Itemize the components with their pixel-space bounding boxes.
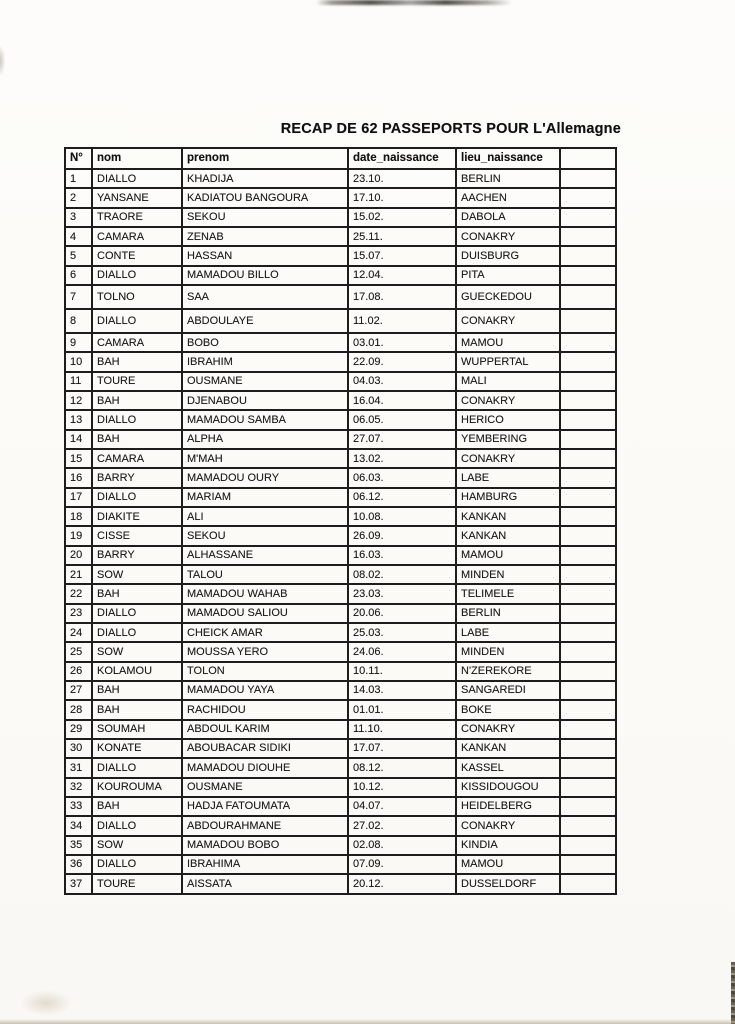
cell-prenom: MAMADOU BOBO [182, 836, 348, 855]
cell-date-naissance: 27.07. [348, 430, 456, 449]
cell-prenom: KADIATOU BANGOURA [182, 188, 348, 207]
cell-date-naissance: 10.08. [348, 507, 456, 526]
cell-nom: TOLNO [92, 285, 182, 309]
cell-prenom: ABDOULAYE [182, 309, 348, 333]
cell-prenom: MAMADOU DIOUHE [182, 758, 348, 777]
cell-nom: CAMARA [92, 227, 182, 246]
cell-prenom: MAMADOU WAHAB [182, 584, 348, 603]
cell-lieu-naissance: BOKE [456, 700, 560, 719]
header-lieu-naissance: lieu_naissance [456, 148, 560, 169]
cell-date-naissance: 01.01. [348, 700, 456, 719]
cell-extra [560, 623, 616, 642]
scan-mark-bottom-right [731, 962, 735, 1024]
cell-extra [560, 372, 616, 391]
cell-num: 8 [65, 309, 92, 333]
table-row [65, 266, 616, 285]
cell-extra [560, 758, 616, 777]
table-row [65, 778, 616, 797]
cell-date-naissance: 11.02. [348, 309, 456, 333]
cell-lieu-naissance: KANKAN [456, 739, 560, 758]
header-extra [560, 148, 616, 169]
table-row [65, 507, 616, 526]
cell-nom: DIALLO [92, 488, 182, 507]
table-row [65, 391, 616, 410]
cell-date-naissance: 17.08. [348, 285, 456, 309]
table-row [65, 758, 616, 777]
cell-nom: CAMARA [92, 333, 182, 352]
cell-nom: DIALLO [92, 855, 182, 874]
cell-lieu-naissance: BERLIN [456, 169, 560, 188]
cell-prenom: SAA [182, 285, 348, 309]
cell-date-naissance: 04.03. [348, 372, 456, 391]
table-row [65, 246, 616, 265]
cell-num: 10 [65, 352, 92, 371]
cell-num: 26 [65, 662, 92, 681]
cell-date-naissance: 08.12. [348, 758, 456, 777]
cell-lieu-naissance: DUSSELDORF [456, 874, 560, 894]
cell-date-naissance: 13.02. [348, 449, 456, 468]
cell-extra [560, 227, 616, 246]
cell-lieu-naissance: KINDIA [456, 836, 560, 855]
cell-date-naissance: 27.02. [348, 816, 456, 835]
cell-nom: DIALLO [92, 816, 182, 835]
cell-prenom: MAMADOU BILLO [182, 266, 348, 285]
cell-num: 7 [65, 285, 92, 309]
cell-prenom: ABDOUL KARIM [182, 720, 348, 739]
cell-nom: DIALLO [92, 604, 182, 623]
cell-nom: YANSANE [92, 188, 182, 207]
cell-nom: CISSE [92, 526, 182, 545]
cell-extra [560, 700, 616, 719]
cell-lieu-naissance: HEIDELBERG [456, 797, 560, 816]
cell-extra [560, 855, 616, 874]
cell-nom: TOURE [92, 874, 182, 894]
table-row [65, 739, 616, 758]
cell-prenom: SEKOU [182, 526, 348, 545]
cell-extra [560, 488, 616, 507]
table-row [65, 227, 616, 246]
cell-date-naissance: 23.03. [348, 584, 456, 603]
cell-date-naissance: 06.03. [348, 468, 456, 487]
cell-prenom: ALHASSANE [182, 546, 348, 565]
cell-num: 9 [65, 333, 92, 352]
cell-prenom: ALI [182, 507, 348, 526]
cell-date-naissance: 07.09. [348, 855, 456, 874]
cell-nom: TRAORE [92, 208, 182, 227]
cell-num: 19 [65, 526, 92, 545]
cell-lieu-naissance: TELIMELE [456, 584, 560, 603]
cell-date-naissance: 15.07. [348, 246, 456, 265]
table-row [65, 565, 616, 584]
cell-date-naissance: 26.09. [348, 526, 456, 545]
table-row [65, 449, 616, 468]
cell-extra [560, 430, 616, 449]
table-row [65, 169, 616, 188]
scan-smudge-bottom-left [20, 990, 72, 1016]
cell-nom: BAH [92, 681, 182, 700]
cell-extra [560, 352, 616, 371]
cell-lieu-naissance: MINDEN [456, 565, 560, 584]
table-row [65, 855, 616, 874]
cell-num: 21 [65, 565, 92, 584]
cell-extra [560, 681, 616, 700]
cell-num: 11 [65, 372, 92, 391]
cell-extra [560, 266, 616, 285]
cell-prenom: IBRAHIMA [182, 855, 348, 874]
cell-extra [560, 662, 616, 681]
cell-prenom: MARIAM [182, 488, 348, 507]
table-row [65, 309, 616, 333]
table-row [65, 352, 616, 371]
cell-date-naissance: 16.04. [348, 391, 456, 410]
cell-num: 23 [65, 604, 92, 623]
cell-extra [560, 391, 616, 410]
cell-lieu-naissance: WUPPERTAL [456, 352, 560, 371]
cell-lieu-naissance: LABE [456, 623, 560, 642]
cell-lieu-naissance: CONAKRY [456, 816, 560, 835]
cell-lieu-naissance: SANGAREDI [456, 681, 560, 700]
cell-date-naissance: 11.10. [348, 720, 456, 739]
scan-edge-bottom [0, 1019, 735, 1024]
cell-num: 37 [65, 874, 92, 894]
cell-prenom: MAMADOU OURY [182, 468, 348, 487]
cell-date-naissance: 03.01. [348, 333, 456, 352]
cell-nom: BARRY [92, 468, 182, 487]
cell-prenom: HADJA FATOUMATA [182, 797, 348, 816]
cell-prenom: KHADIJA [182, 169, 348, 188]
cell-num: 14 [65, 430, 92, 449]
cell-lieu-naissance: KASSEL [456, 758, 560, 777]
cell-lieu-naissance: MALI [456, 372, 560, 391]
table-row [65, 488, 616, 507]
cell-prenom: ALPHA [182, 430, 348, 449]
cell-extra [560, 169, 616, 188]
cell-date-naissance: 22.09. [348, 352, 456, 371]
cell-nom: BAH [92, 584, 182, 603]
cell-lieu-naissance: CONAKRY [456, 449, 560, 468]
cell-nom: SOW [92, 642, 182, 661]
cell-date-naissance: 06.05. [348, 410, 456, 429]
cell-prenom: TOLON [182, 662, 348, 681]
cell-date-naissance: 06.12. [348, 488, 456, 507]
cell-num: 31 [65, 758, 92, 777]
cell-extra [560, 816, 616, 835]
cell-nom: BAH [92, 700, 182, 719]
cell-extra [560, 526, 616, 545]
cell-lieu-naissance: BERLIN [456, 604, 560, 623]
cell-extra [560, 285, 616, 309]
header-row [65, 148, 616, 169]
cell-num: 35 [65, 836, 92, 855]
page-title: RECAP DE 62 PASSEPORTS POUR L'Allemagne [280, 121, 621, 137]
cell-num: 6 [65, 266, 92, 285]
cell-lieu-naissance: HAMBURG [456, 488, 560, 507]
cell-date-naissance: 20.06. [348, 604, 456, 623]
cell-num: 17 [65, 488, 92, 507]
cell-num: 34 [65, 816, 92, 835]
cell-nom: TOURE [92, 372, 182, 391]
cell-num: 27 [65, 681, 92, 700]
cell-prenom: TALOU [182, 565, 348, 584]
cell-lieu-naissance: MAMOU [456, 855, 560, 874]
cell-date-naissance: 24.06. [348, 642, 456, 661]
cell-num: 36 [65, 855, 92, 874]
cell-extra [560, 507, 616, 526]
table-row [65, 468, 616, 487]
cell-extra [560, 836, 616, 855]
table-row [65, 285, 616, 309]
cell-num: 16 [65, 468, 92, 487]
cell-num: 4 [65, 227, 92, 246]
cell-extra [560, 468, 616, 487]
table-row [65, 526, 616, 545]
cell-num: 15 [65, 449, 92, 468]
cell-nom: DIALLO [92, 266, 182, 285]
table-row [65, 874, 616, 894]
cell-num: 3 [65, 208, 92, 227]
cell-num: 1 [65, 169, 92, 188]
cell-nom: KOUROUMA [92, 778, 182, 797]
cell-nom: BAH [92, 430, 182, 449]
table-row [65, 642, 616, 661]
cell-prenom: ABDOURAHMANE [182, 816, 348, 835]
cell-lieu-naissance: PITA [456, 266, 560, 285]
cell-num: 29 [65, 720, 92, 739]
cell-extra [560, 584, 616, 603]
cell-date-naissance: 10.11. [348, 662, 456, 681]
table-row [65, 720, 616, 739]
table-row [65, 797, 616, 816]
cell-prenom: OUSMANE [182, 778, 348, 797]
table-row [65, 188, 616, 207]
cell-extra [560, 720, 616, 739]
cell-prenom: ZENAB [182, 227, 348, 246]
table-row [65, 430, 616, 449]
cell-prenom: AISSATA [182, 874, 348, 894]
cell-num: 22 [65, 584, 92, 603]
cell-extra [560, 565, 616, 584]
cell-lieu-naissance: N'ZEREKORE [456, 662, 560, 681]
cell-extra [560, 188, 616, 207]
cell-lieu-naissance: DUISBURG [456, 246, 560, 265]
cell-date-naissance: 16.03. [348, 546, 456, 565]
cell-extra [560, 208, 616, 227]
cell-date-naissance: 17.07. [348, 739, 456, 758]
table-row [65, 681, 616, 700]
cell-lieu-naissance: HERICO [456, 410, 560, 429]
cell-nom: DIALLO [92, 169, 182, 188]
cell-prenom: DJENABOU [182, 391, 348, 410]
cell-num: 20 [65, 546, 92, 565]
cell-extra [560, 449, 616, 468]
cell-num: 24 [65, 623, 92, 642]
cell-extra [560, 546, 616, 565]
cell-nom: BARRY [92, 546, 182, 565]
cell-nom: KONATE [92, 739, 182, 758]
cell-nom: DIALLO [92, 758, 182, 777]
cell-num: 32 [65, 778, 92, 797]
cell-extra [560, 797, 616, 816]
cell-lieu-naissance: AACHEN [456, 188, 560, 207]
table-row [65, 604, 616, 623]
cell-prenom: M'MAH [182, 449, 348, 468]
cell-num: 30 [65, 739, 92, 758]
cell-lieu-naissance: YEMBERING [456, 430, 560, 449]
table-row [65, 623, 616, 642]
cell-prenom: ABOUBACAR SIDIKI [182, 739, 348, 758]
cell-nom: DIAKITE [92, 507, 182, 526]
cell-num: 28 [65, 700, 92, 719]
cell-date-naissance: 14.03. [348, 681, 456, 700]
cell-nom: BAH [92, 391, 182, 410]
cell-date-naissance: 23.10. [348, 169, 456, 188]
cell-lieu-naissance: MAMOU [456, 546, 560, 565]
table-row [65, 836, 616, 855]
cell-lieu-naissance: LABE [456, 468, 560, 487]
cell-nom: CAMARA [92, 449, 182, 468]
table-row [65, 584, 616, 603]
cell-nom: KOLAMOU [92, 662, 182, 681]
cell-extra [560, 642, 616, 661]
cell-prenom: HASSAN [182, 246, 348, 265]
table-row [65, 816, 616, 835]
scan-mark-left-edge [0, 46, 5, 76]
cell-nom: SOW [92, 836, 182, 855]
cell-num: 12 [65, 391, 92, 410]
table-row [65, 700, 616, 719]
cell-prenom: MAMADOU SALIOU [182, 604, 348, 623]
cell-num: 2 [65, 188, 92, 207]
cell-prenom: RACHIDOU [182, 700, 348, 719]
cell-lieu-naissance: MAMOU [456, 333, 560, 352]
cell-prenom: BOBO [182, 333, 348, 352]
cell-extra [560, 333, 616, 352]
cell-nom: BAH [92, 797, 182, 816]
cell-nom: SOUMAH [92, 720, 182, 739]
cell-extra [560, 410, 616, 429]
cell-nom: CONTE [92, 246, 182, 265]
cell-extra [560, 778, 616, 797]
header-num: N° [65, 148, 92, 169]
cell-lieu-naissance: DABOLA [456, 208, 560, 227]
cell-lieu-naissance: KISSIDOUGOU [456, 778, 560, 797]
cell-date-naissance: 08.02. [348, 565, 456, 584]
cell-date-naissance: 02.08. [348, 836, 456, 855]
cell-nom: DIALLO [92, 309, 182, 333]
cell-num: 18 [65, 507, 92, 526]
table-row [65, 372, 616, 391]
scan-smudge-top [316, 0, 512, 5]
header-nom: nom [92, 148, 182, 169]
cell-num: 25 [65, 642, 92, 661]
cell-date-naissance: 25.03. [348, 623, 456, 642]
header-prenom: prenom [182, 148, 348, 169]
cell-prenom: MOUSSA YERO [182, 642, 348, 661]
cell-date-naissance: 04.07. [348, 797, 456, 816]
cell-nom: SOW [92, 565, 182, 584]
cell-extra [560, 604, 616, 623]
cell-lieu-naissance: GUECKEDOU [456, 285, 560, 309]
table-body [65, 169, 616, 894]
cell-prenom: OUSMANE [182, 372, 348, 391]
cell-extra [560, 874, 616, 894]
cell-num: 13 [65, 410, 92, 429]
cell-prenom: MAMADOU YAYA [182, 681, 348, 700]
header-date-naissance: date_naissance [348, 148, 456, 169]
cell-date-naissance: 10.12. [348, 778, 456, 797]
table-row [65, 662, 616, 681]
cell-date-naissance: 15.02. [348, 208, 456, 227]
cell-lieu-naissance: KANKAN [456, 526, 560, 545]
cell-prenom: CHEICK AMAR [182, 623, 348, 642]
passport-table [64, 147, 617, 895]
table-row [65, 546, 616, 565]
table-row [65, 410, 616, 429]
cell-date-naissance: 20.12. [348, 874, 456, 894]
cell-extra [560, 739, 616, 758]
cell-nom: BAH [92, 352, 182, 371]
cell-lieu-naissance: CONAKRY [456, 227, 560, 246]
cell-extra [560, 246, 616, 265]
cell-extra [560, 309, 616, 333]
cell-prenom: IBRAHIM [182, 352, 348, 371]
cell-num: 5 [65, 246, 92, 265]
cell-lieu-naissance: CONAKRY [456, 391, 560, 410]
cell-prenom: SEKOU [182, 208, 348, 227]
table-header [65, 148, 616, 169]
cell-date-naissance: 17.10. [348, 188, 456, 207]
table-row [65, 333, 616, 352]
cell-lieu-naissance: CONAKRY [456, 309, 560, 333]
cell-num: 33 [65, 797, 92, 816]
cell-nom: DIALLO [92, 410, 182, 429]
cell-date-naissance: 25.11. [348, 227, 456, 246]
cell-lieu-naissance: MINDEN [456, 642, 560, 661]
cell-lieu-naissance: CONAKRY [456, 720, 560, 739]
cell-nom: DIALLO [92, 623, 182, 642]
table-row [65, 208, 616, 227]
cell-prenom: MAMADOU SAMBA [182, 410, 348, 429]
cell-date-naissance: 12.04. [348, 266, 456, 285]
cell-lieu-naissance: KANKAN [456, 507, 560, 526]
